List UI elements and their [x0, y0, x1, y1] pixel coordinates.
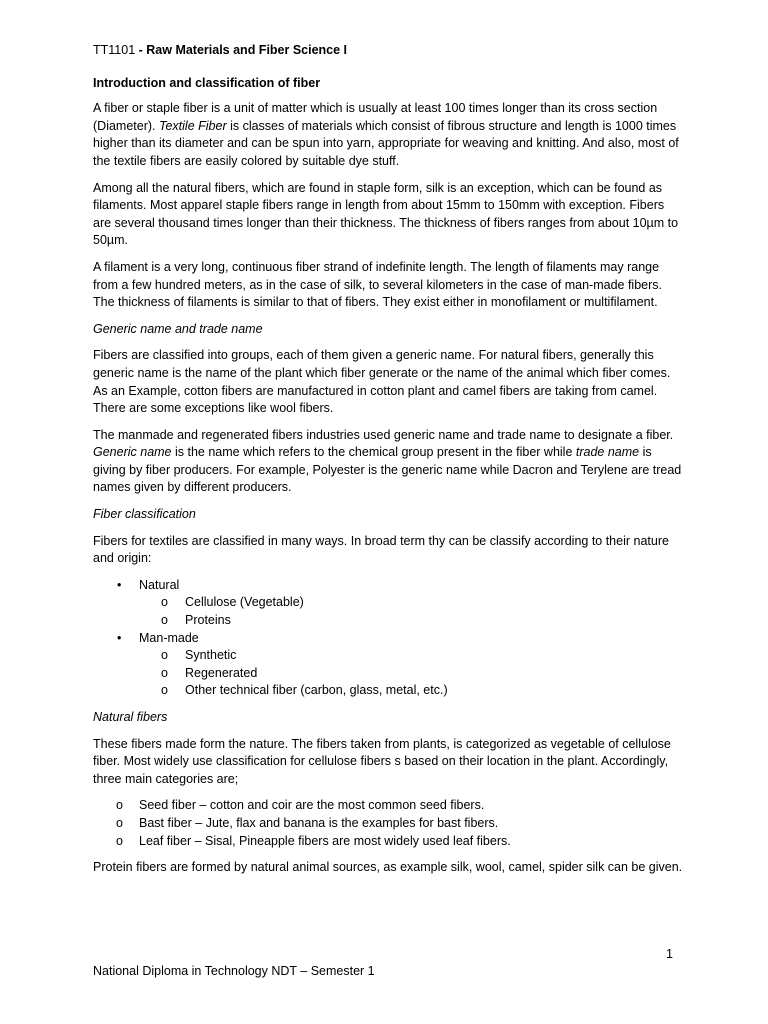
course-title: Raw Materials and Fiber Science I — [146, 43, 348, 57]
paragraph-generic-names: Fibers are classified into groups, each of them given a generic name. For natural fibers, generally this generic name is the name of the plant which fiber generate or the name of the animal which fiber comes. As an Example, cotton fibers are manufactured in cotton plant and camel fibers are taking from camel. There are some exceptions like wool fibers. — [93, 348, 671, 416]
list-item — [139, 682, 683, 700]
list-item-label: Synthetic — [185, 648, 237, 663]
paragraph-text: The manmade and regenerated fibers industries used generic name and trade name to designate a fiber. — [93, 427, 674, 442]
paragraph-natural-fibers: These fibers made form the nature. The fibers taken from plants, is categorized as vegetable of cellulose fiber. Most widely use classification for cellulose fibers s based on their location in the plant. Accordingly, three main categories are; — [93, 736, 671, 786]
list-item-label: Leaf fiber – Sisal, Pineapple fibers are most widely used leaf fibers. — [139, 833, 511, 848]
circle-bullet-icon: o — [161, 683, 168, 698]
header-separator: - — [135, 43, 147, 57]
term-generic-name: Generic name — [93, 445, 172, 460]
course-code: TT1101 — [93, 43, 136, 57]
circle-bullet-icon: o — [161, 665, 168, 680]
paragraph-trade-names — [93, 427, 683, 497]
list-item-label: Regenerated — [185, 665, 258, 680]
classification-list — [93, 577, 683, 700]
paragraph-text: is giving by fiber producers. For example, Polyester is the generic name while Dacron and Terylene are tread names given by different producers. — [93, 445, 682, 495]
paragraph-text: is classes of materials which consist of fibrous structure and length is 1000 times higher than its diameter and can be spun into yarn, appropriate for weaving and knitting. And also, most of the textile fibers are easily colored by suitable dye stuff. — [93, 118, 679, 168]
document-body — [93, 42, 683, 886]
list-item-label: Other technical fiber (carbon, glass, metal, etc.) — [185, 683, 448, 698]
section-heading-natural-fibers: Natural fibers — [93, 710, 168, 724]
list-item — [139, 594, 683, 612]
paragraph-classification-intro: Fibers for textiles are classified in many ways. In broad term thy can be classify according to their nature and origin: — [93, 533, 669, 566]
course-header — [93, 42, 683, 60]
list-item-label: Man-made — [139, 630, 199, 645]
circle-bullet-icon: o — [116, 798, 123, 813]
list-item — [139, 612, 683, 630]
paragraph-protein-fibers: Protein fibers are formed by natural animal sources, as example silk, wool, camel, spider silk can be given. — [93, 860, 683, 875]
list-item-man-made — [93, 630, 683, 700]
list-item — [139, 665, 683, 683]
list-item-natural — [93, 577, 683, 630]
list-item-seed-fiber — [93, 797, 683, 815]
term-textile-fiber: Textile Fiber — [158, 118, 227, 133]
cellulose-categories-list — [93, 797, 683, 850]
list-item-label: Bast fiber – Jute, flax and banana is the examples for bast fibers. — [139, 815, 499, 830]
paragraph-filaments: A filament is a very long, continuous fiber strand of indefinite length. The length of filaments may range from a few hundred meters, as in the case of silk, to several kilometers in the case of man-made fibers. The thickness of filaments is similar to that of fibers. They exist either in monofilament or multifilament. — [93, 259, 663, 310]
paragraph-text: is the name which refers to the chemical group present in the fiber while — [171, 445, 576, 460]
paragraph-staple-fibers: Among all the natural fibers, which are found in staple form, silk is an exception, which can be found as filaments. Most apparel staple fibers range in length from about 15mm to 150mm with exception. Fibers are several thousand times longer than their thickness. The thickness of fibers ranges from about 10µm to 50µm. — [93, 180, 679, 248]
bullet-icon: • — [117, 630, 122, 645]
page-number: 1 — [666, 947, 673, 961]
list-item-label: Seed fiber – cotton and coir are the most common seed fibers. — [139, 798, 485, 813]
section-heading-generic-name: Generic name and trade name — [93, 321, 263, 336]
list-item-leaf-fiber — [93, 833, 683, 851]
section-heading-introduction: Introduction and classification of fiber — [93, 75, 321, 90]
list-item-label: Proteins — [185, 613, 231, 628]
list-item-label: Natural — [139, 577, 180, 592]
circle-bullet-icon: o — [161, 595, 168, 610]
page-footer: National Diploma in Technology NDT – Semester 1 — [93, 964, 375, 978]
term-trade-name: trade name — [575, 445, 640, 460]
list-item-label: Cellulose (Vegetable) — [185, 595, 304, 610]
list-item — [139, 647, 683, 665]
sub-list — [139, 594, 683, 629]
sub-list — [139, 647, 683, 700]
bullet-icon: • — [117, 577, 122, 592]
circle-bullet-icon: o — [161, 648, 168, 663]
section-heading-fiber-classification: Fiber classification — [93, 507, 196, 522]
paragraph-text: A fiber or staple fiber is a unit of matter which is usually at least 100 times longer than its cross section (Diameter). — [93, 101, 658, 133]
circle-bullet-icon: o — [161, 613, 168, 628]
circle-bullet-icon: o — [116, 815, 123, 830]
list-item-bast-fiber — [93, 815, 683, 833]
circle-bullet-icon: o — [116, 833, 123, 848]
paragraph-fiber-definition — [93, 100, 683, 170]
